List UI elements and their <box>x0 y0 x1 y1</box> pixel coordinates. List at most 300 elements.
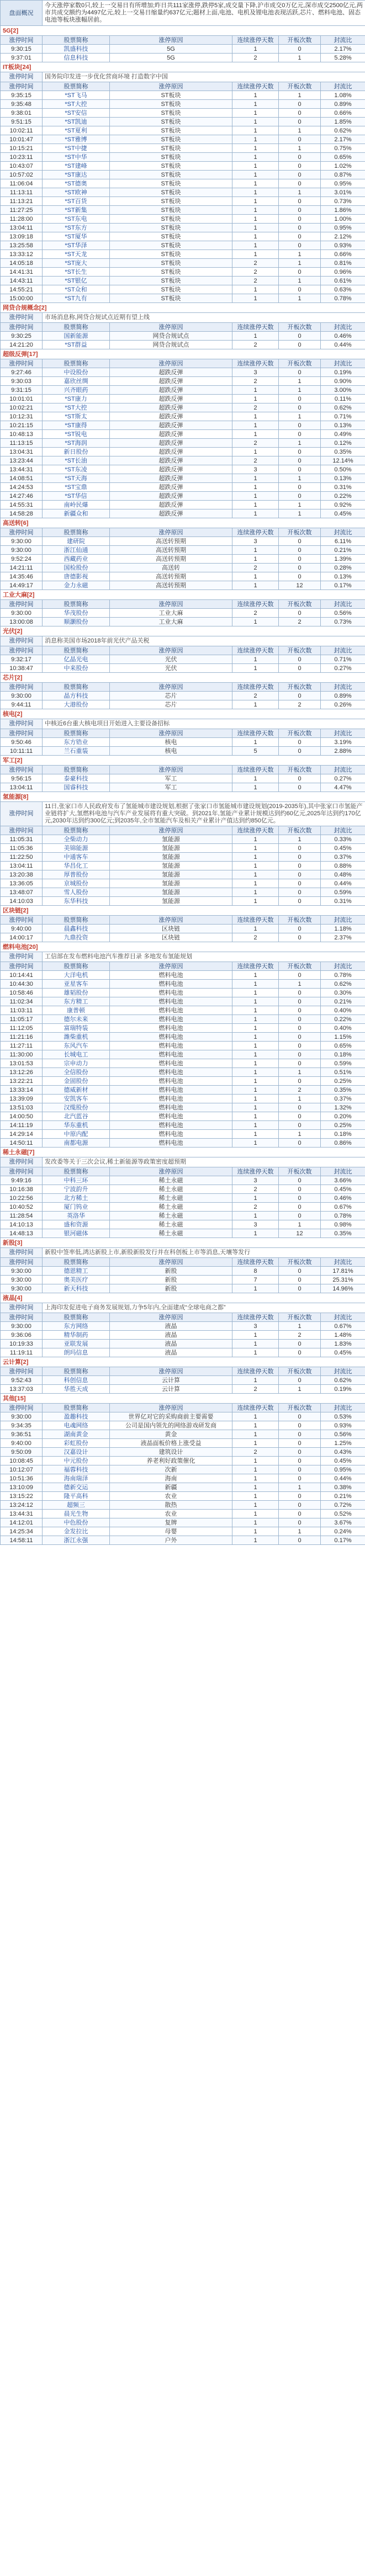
limit-up-time: 13:04:11 <box>1 862 43 870</box>
column-header: 涨停时间 <box>1 528 43 537</box>
stock-name[interactable]: 国睿科技 <box>43 783 110 792</box>
stock-name[interactable]: *ST百货 <box>43 197 110 206</box>
limit-up-time: 10:48:13 <box>1 430 43 439</box>
stock-name[interactable]: 金发拉比 <box>43 1527 110 1536</box>
table-row <box>1 1536 365 1545</box>
column-header: 涨停原因 <box>110 1167 232 1176</box>
section-note: 11日,张家口市人民政府发布了氢能城市建设规划,根据了张家口市氢能城市建设规划(2019-2035年),其中张家口市氢能产业链将扩大,氢燃料电池与汽车产业发展将有重大突破。到2021年,氢能产业累计规模达到约60亿元,2025年达到约170亿元,2030年达到约300亿元;到2035年,全市氢能汽车及相关产业累计产值达到约850亿元。 <box>43 802 365 826</box>
stock-name[interactable]: 汉缆股份 <box>43 1103 110 1112</box>
open-count: 0 <box>279 1474 321 1483</box>
table-row <box>1 879 365 888</box>
section-title[interactable]: 其他[15] <box>1 1394 365 1404</box>
stock-name[interactable]: 隆平高科 <box>43 1492 110 1501</box>
limit-up-time: 14:05:18 <box>1 259 43 268</box>
column-header: 封流比 <box>321 528 365 537</box>
section-title[interactable]: 燃料电池[20] <box>1 942 365 952</box>
seal-ratio: 0.44% <box>321 879 365 888</box>
seal-ratio: 0.86% <box>321 1139 365 1148</box>
stock-name[interactable]: *ST飞马 <box>43 91 110 100</box>
column-header: 开板次数 <box>279 826 321 835</box>
section-note: 上海印发促进电子商务发展规划,力争5年内,全面建成“全球电商之都” <box>43 1303 365 1313</box>
section-title[interactable]: 区块链[2] <box>1 906 365 916</box>
stock-name[interactable]: 银河磁体 <box>43 1229 110 1238</box>
stock-name[interactable]: 宗申动力 <box>43 1059 110 1068</box>
open-count: 1 <box>279 126 321 135</box>
limit-up-reason: ST板块 <box>110 241 232 250</box>
section-note: 新股中签率低,鸿达新股上市,新股新股发行并在科创板上市等消息,天壤等发行 <box>43 1248 365 1258</box>
consecutive-days: 1 <box>232 1412 279 1421</box>
stock-name[interactable]: *ST群益 <box>43 341 110 349</box>
table-row <box>1 268 365 277</box>
column-header: 封流比 <box>321 1404 365 1412</box>
stock-name[interactable]: 厚普股份 <box>43 870 110 879</box>
section-title-row <box>1 62 365 72</box>
stock-name[interactable]: *ST宝鼎 <box>43 483 110 492</box>
stock-name[interactable]: *ST中捷 <box>43 144 110 153</box>
consecutive-days: 1 <box>232 1059 279 1068</box>
limit-up-reason: 新疆 <box>110 1483 232 1492</box>
consecutive-days: 1 <box>232 509 279 518</box>
section-title[interactable]: 高送转[6] <box>1 518 365 528</box>
limit-up-time: 13:12:26 <box>1 1068 43 1077</box>
stock-name[interactable]: 中色股份 <box>43 1518 110 1527</box>
stock-name[interactable]: 中元股份 <box>43 1457 110 1465</box>
open-count: 1 <box>279 412 321 421</box>
limit-up-reason: 燃料电池 <box>110 1077 232 1086</box>
seal-ratio: 0.33% <box>321 835 365 844</box>
stock-name[interactable]: 电魂网络 <box>43 1421 110 1430</box>
stock-name[interactable]: 精华制药 <box>43 1331 110 1340</box>
stock-name[interactable]: *ST雅博 <box>43 135 110 144</box>
seal-ratio: 0.65% <box>321 1042 365 1050</box>
stock-name[interactable]: 华茂股份 <box>43 609 110 618</box>
seal-ratio: 0.19% <box>321 368 365 377</box>
open-count: 1 <box>279 377 321 386</box>
column-header: 开板次数 <box>279 82 321 91</box>
table-row <box>1 1439 365 1448</box>
stock-name[interactable]: 晨鑫科技 <box>43 925 110 933</box>
stock-name[interactable]: 中原内配 <box>43 1130 110 1139</box>
stock-name[interactable]: 东方精工 <box>43 997 110 1006</box>
stock-name[interactable]: *ST众和 <box>43 285 110 294</box>
stock-name[interactable]: *ST安信 <box>43 109 110 118</box>
stock-name[interactable]: 富瑞特装 <box>43 1024 110 1033</box>
stock-name[interactable]: 新天科技 <box>43 1284 110 1293</box>
limit-up-time: 14:29:14 <box>1 1130 43 1139</box>
column-header: 涨停时间 <box>1 916 43 925</box>
section-title[interactable]: 新股[3] <box>1 1238 365 1248</box>
limit-up-reason: 光伏 <box>110 655 232 664</box>
limit-up-time: 11:13:21 <box>1 197 43 206</box>
stock-name[interactable]: 金固股份 <box>43 1077 110 1086</box>
stock-name[interactable]: *ST厦华 <box>43 232 110 241</box>
limit-up-reason: 液晶 <box>110 1322 232 1331</box>
stock-name[interactable]: 凯盛科技 <box>43 45 110 54</box>
stock-name[interactable]: *ST新集 <box>43 206 110 215</box>
column-header: 股票简称 <box>43 1367 110 1376</box>
seal-ratio: 0.62% <box>321 980 365 989</box>
open-count: 0 <box>279 268 321 277</box>
seal-ratio: 0.62% <box>321 403 365 412</box>
section-title[interactable]: 5G[2] <box>1 26 365 36</box>
column-header: 股票简称 <box>43 1167 110 1176</box>
limit-up-reason: ST板块 <box>110 215 232 224</box>
stock-name[interactable]: 德恩精工 <box>43 1267 110 1276</box>
open-count: 0 <box>279 448 321 456</box>
section-note-label: 涨停时间 <box>1 313 43 323</box>
section-title[interactable]: 军工[2] <box>1 756 365 766</box>
section-title[interactable]: 氢能源[8] <box>1 792 365 802</box>
stock-name[interactable]: 九鼎投资 <box>43 933 110 942</box>
limit-up-time: 13:24:12 <box>1 1501 43 1510</box>
limit-up-reason: 燃料电池 <box>110 1059 232 1068</box>
section-title[interactable]: 工业大麻[2] <box>1 590 365 600</box>
column-header: 开板次数 <box>279 600 321 609</box>
table-row <box>1 664 365 673</box>
consecutive-days: 2 <box>232 277 279 285</box>
stock-name[interactable]: *ST德奥 <box>43 179 110 188</box>
table-row <box>1 925 365 933</box>
open-count: 0 <box>279 564 321 572</box>
table-row <box>1 572 365 581</box>
consecutive-days: 1 <box>232 980 279 989</box>
stock-name[interactable]: *ST九有 <box>43 294 110 303</box>
stock-name[interactable]: 唐德影视 <box>43 572 110 581</box>
column-header: 连续涨停天数 <box>232 729 279 738</box>
table-row <box>1 135 365 144</box>
stock-name[interactable]: 长城电工 <box>43 1050 110 1059</box>
section-title[interactable]: 液晶[4] <box>1 1293 365 1303</box>
consecutive-days: 1 <box>232 483 279 492</box>
limit-up-reason: 母婴 <box>110 1527 232 1536</box>
consecutive-days: 1 <box>232 1077 279 1086</box>
consecutive-days: 1 <box>232 179 279 188</box>
consecutive-days: 1 <box>232 109 279 118</box>
stock-name[interactable]: *ST东凌 <box>43 465 110 474</box>
stock-name[interactable]: 华东重机 <box>43 1121 110 1130</box>
stock-name[interactable]: *ST天龙 <box>43 250 110 259</box>
stock-name[interactable]: *ST锐电 <box>43 430 110 439</box>
stock-name[interactable]: 英洛华 <box>43 1212 110 1220</box>
stock-name[interactable]: *ST凯迪 <box>43 118 110 126</box>
seal-ratio: 0.45% <box>321 509 365 518</box>
seal-ratio: 2.12% <box>321 232 365 241</box>
stock-name[interactable]: *ST庞大 <box>43 259 110 268</box>
stock-name[interactable]: 兰石重装 <box>43 747 110 756</box>
seal-ratio: 0.19% <box>321 1385 365 1394</box>
stock-name[interactable]: *ST银亿 <box>43 277 110 285</box>
column-header: 连续涨停天数 <box>232 826 279 835</box>
limit-up-reason: 超跌反弹 <box>110 421 232 430</box>
stock-name[interactable]: *ST海润 <box>43 439 110 448</box>
stock-name[interactable]: 亚联发展 <box>43 1340 110 1348</box>
seal-ratio: 0.95% <box>321 1465 365 1474</box>
stock-name[interactable]: 福蓉科技 <box>43 1465 110 1474</box>
stock-name[interactable]: 科创信息 <box>43 1376 110 1385</box>
section-title[interactable]: 云计算[2] <box>1 1357 365 1367</box>
stock-name[interactable]: *ST东方 <box>43 224 110 232</box>
limit-up-reason: 区块链 <box>110 933 232 942</box>
open-count: 0 <box>279 1465 321 1474</box>
stock-name[interactable]: 新疆众和 <box>43 509 110 518</box>
stock-name[interactable]: 大洋电机 <box>43 971 110 980</box>
stock-name[interactable]: 西藏药业 <box>43 555 110 564</box>
open-count: 0 <box>279 555 321 564</box>
stock-name[interactable]: 北方稀土 <box>43 1194 110 1203</box>
consecutive-days: 1 <box>232 1421 279 1430</box>
column-header: 涨停时间 <box>1 359 43 368</box>
stock-name[interactable]: *ST华信 <box>43 492 110 501</box>
stock-name[interactable]: 东风汽车 <box>43 1042 110 1050</box>
stock-name[interactable]: 国新能源 <box>43 332 110 341</box>
limit-up-time: 11:30:00 <box>1 1050 43 1059</box>
section-title[interactable]: 稀土永磁[7] <box>1 1148 365 1157</box>
limit-up-reason: ST板块 <box>110 206 232 215</box>
consecutive-days: 2 <box>232 1203 279 1212</box>
stock-name[interactable]: 浙江永强 <box>43 1536 110 1545</box>
stock-name[interactable]: 国检股份 <box>43 564 110 572</box>
seal-ratio: 0.61% <box>321 277 365 285</box>
stock-name[interactable]: 建研院 <box>43 537 110 546</box>
table-row <box>1 1448 365 1457</box>
limit-up-time: 11:05:36 <box>1 844 43 853</box>
stock-name[interactable]: *ST大控 <box>43 100 110 109</box>
limit-up-reason: 5G <box>110 45 232 54</box>
stock-name[interactable]: 亿晶光电 <box>43 655 110 664</box>
consecutive-days: 1 <box>232 971 279 980</box>
limit-up-time: 9:30:00 <box>1 1267 43 1276</box>
stock-name[interactable]: 泰豪科技 <box>43 774 110 783</box>
stock-name[interactable]: 全柴动力 <box>43 835 110 844</box>
stock-name[interactable]: 新日股份 <box>43 448 110 456</box>
stock-name[interactable]: *ST斯太 <box>43 412 110 421</box>
stock-name[interactable]: 德尔未来 <box>43 1015 110 1024</box>
limit-up-time: 9:30:15 <box>1 45 43 54</box>
stock-name[interactable]: 湖南黄金 <box>43 1430 110 1439</box>
table-row <box>1 1518 365 1527</box>
open-count: 0 <box>279 1376 321 1385</box>
limit-up-reason: 网贷合规试点 <box>110 332 232 341</box>
stock-name[interactable]: 东华科技 <box>43 897 110 906</box>
table-row <box>1 386 365 395</box>
consecutive-days: 2 <box>232 259 279 268</box>
limit-up-time: 9:32:17 <box>1 655 43 664</box>
stock-name[interactable]: *ST夏利 <box>43 126 110 135</box>
consecutive-days: 1 <box>232 1340 279 1348</box>
stock-name[interactable]: *ST康达 <box>43 171 110 179</box>
open-count: 1 <box>279 501 321 509</box>
table-row <box>1 474 365 483</box>
stock-name[interactable]: 雪人股份 <box>43 888 110 897</box>
seal-ratio: 0.46% <box>321 332 365 341</box>
stock-name[interactable]: 华昌化工 <box>43 862 110 870</box>
column-header: 开板次数 <box>279 683 321 692</box>
stock-name[interactable]: 亚星客车 <box>43 980 110 989</box>
section-title[interactable]: 光伏[2] <box>1 626 365 636</box>
consecutive-days: 7 <box>232 1276 279 1284</box>
stock-name[interactable]: 东方锆业 <box>43 738 110 747</box>
column-header: 涨停原因 <box>110 916 232 925</box>
stock-name[interactable]: *ST建峰 <box>43 162 110 171</box>
section-title[interactable]: 超级反弹[17] <box>1 349 365 359</box>
stock-name[interactable]: 盈趣科技 <box>43 1412 110 1421</box>
stock-name[interactable]: 南岭民爆 <box>43 501 110 509</box>
limit-up-reason: 液晶 <box>110 1340 232 1348</box>
column-header: 涨停时间 <box>1 1258 43 1267</box>
stock-name[interactable]: 南都电源 <box>43 1139 110 1148</box>
table-row <box>1 109 365 118</box>
table-row <box>1 888 365 897</box>
stock-name[interactable]: *ST华泽 <box>43 241 110 250</box>
column-header: 涨停原因 <box>110 323 232 332</box>
stock-name[interactable]: *ST大控 <box>43 403 110 412</box>
stock-name[interactable]: 奥美医疗 <box>43 1276 110 1284</box>
section-title[interactable]: 网贷合规概念[2] <box>1 303 365 313</box>
stock-name[interactable]: 顺灏股份 <box>43 618 110 626</box>
stock-name[interactable]: *ST长生 <box>43 268 110 277</box>
column-header: 股票简称 <box>43 323 110 332</box>
section-title[interactable]: 芯片[2] <box>1 673 365 683</box>
limit-up-time: 11:13:11 <box>1 188 43 197</box>
open-count: 0 <box>279 783 321 792</box>
consecutive-days: 1 <box>232 1212 279 1220</box>
consecutive-days: 1 <box>232 738 279 747</box>
limit-up-reason: 燃料电池 <box>110 1130 232 1139</box>
stock-name[interactable]: *ST康得 <box>43 421 110 430</box>
section-note-row <box>1 313 365 323</box>
limit-up-time: 9:30:00 <box>1 1412 43 1421</box>
open-count: 0 <box>279 368 321 377</box>
stock-name[interactable]: *ST康力 <box>43 395 110 403</box>
consecutive-days: 1 <box>232 853 279 862</box>
stock-name[interactable]: 大港股份 <box>43 700 110 709</box>
seal-ratio: 1.83% <box>321 1340 365 1348</box>
stock-name[interactable]: 嘉欣丝绸 <box>43 377 110 386</box>
limit-up-reason: 氢能源 <box>110 853 232 862</box>
stock-name[interactable]: 中科三环 <box>43 1176 110 1185</box>
consecutive-days: 1 <box>232 555 279 564</box>
limit-up-reason: 核电 <box>110 738 232 747</box>
stock-name[interactable]: 彩虹股份 <box>43 1439 110 1448</box>
section-title[interactable]: 核电[2] <box>1 709 365 719</box>
seal-ratio: 0.56% <box>321 1430 365 1439</box>
limit-up-reason: 燃料电池 <box>110 1139 232 1148</box>
column-header: 股票简称 <box>43 962 110 971</box>
table-row <box>1 1068 365 1077</box>
table-row <box>1 501 365 509</box>
consecutive-days: 2 <box>232 54 279 62</box>
table-row <box>1 91 365 100</box>
limit-up-time: 9:30:00 <box>1 1276 43 1284</box>
limit-up-time: 10:15:21 <box>1 144 43 153</box>
stock-name[interactable]: 超频三 <box>43 1501 110 1510</box>
stock-name[interactable]: *ST欧神 <box>43 188 110 197</box>
stock-name[interactable]: 厦门钨业 <box>43 1203 110 1212</box>
table-row <box>1 980 365 989</box>
stock-name[interactable]: 美锦能源 <box>43 844 110 853</box>
stock-name[interactable]: 全信股份 <box>43 1068 110 1077</box>
stock-name[interactable]: 宁波韵升 <box>43 1185 110 1194</box>
limit-up-time: 10:38:47 <box>1 664 43 673</box>
limit-up-time: 13:33:14 <box>1 1086 43 1095</box>
section-title-row <box>1 1238 365 1248</box>
stock-name[interactable]: 中来股份 <box>43 664 110 673</box>
table-row <box>1 655 365 664</box>
seal-ratio: 1.86% <box>321 206 365 215</box>
section-title-row <box>1 709 365 719</box>
column-header: 连续涨停天数 <box>232 766 279 774</box>
open-count: 0 <box>279 1430 321 1439</box>
table-row <box>1 1284 365 1293</box>
seal-ratio: 0.45% <box>321 844 365 853</box>
section-title-row <box>1 756 365 766</box>
limit-up-reason: 复牌 <box>110 1518 232 1527</box>
stock-name[interactable]: 潍柴重机 <box>43 1033 110 1042</box>
stock-name[interactable]: 华胜天成 <box>43 1385 110 1394</box>
stock-name[interactable]: 中通客车 <box>43 853 110 862</box>
stock-name[interactable]: 盛和资源 <box>43 1220 110 1229</box>
stock-name[interactable]: 京城股份 <box>43 879 110 888</box>
consecutive-days: 1 <box>232 572 279 581</box>
stock-name[interactable]: 信息科技 <box>43 54 110 62</box>
stock-name[interactable]: 晨光生物 <box>43 1510 110 1518</box>
table-row <box>1 395 365 403</box>
stock-name[interactable]: 雄韬股份 <box>43 989 110 997</box>
seal-ratio: 1.85% <box>321 118 365 126</box>
section-note-row <box>1 802 365 826</box>
stock-name[interactable]: *ST东电 <box>43 215 110 224</box>
table-row <box>1 1212 365 1220</box>
table-row <box>1 250 365 259</box>
consecutive-days: 1 <box>232 835 279 844</box>
stock-name[interactable]: 朗玛信息 <box>43 1348 110 1357</box>
stock-name[interactable]: 康普顿 <box>43 1006 110 1015</box>
limit-up-time: 9:44:11 <box>1 700 43 709</box>
stock-name[interactable]: *ST长油 <box>43 456 110 465</box>
limit-up-time: 9:30:00 <box>1 537 43 546</box>
limit-up-time: 13:44:31 <box>1 1510 43 1518</box>
limit-up-reason: 超跌反弹 <box>110 386 232 395</box>
seal-ratio: 2.17% <box>321 45 365 54</box>
stock-name[interactable]: 浙江仙通 <box>43 546 110 555</box>
limit-up-time: 14:10:03 <box>1 897 43 906</box>
stock-name[interactable]: 海南瑞泽 <box>43 1474 110 1483</box>
table-row <box>1 509 365 518</box>
stock-name[interactable]: 北汽蓝谷 <box>43 1112 110 1121</box>
limit-up-time: 10:01:47 <box>1 135 43 144</box>
open-count: 1 <box>279 386 321 395</box>
stock-name[interactable]: *ST天海 <box>43 474 110 483</box>
table-row <box>1 1121 365 1130</box>
seal-ratio: 0.25% <box>321 1121 365 1130</box>
stock-name[interactable]: *ST中华 <box>43 153 110 162</box>
section-title[interactable]: IT板块[24] <box>1 62 365 72</box>
stock-name[interactable]: 汉嘉设计 <box>43 1448 110 1457</box>
stock-name[interactable]: 金力永磁 <box>43 581 110 590</box>
stock-name[interactable]: 德威新材 <box>43 1086 110 1095</box>
consecutive-days: 2 <box>232 377 279 386</box>
consecutive-days: 1 <box>232 1006 279 1015</box>
stock-name[interactable]: 安凯客车 <box>43 1095 110 1103</box>
stock-name[interactable]: 兴齐眼药 <box>43 386 110 395</box>
stock-name[interactable]: 德新交运 <box>43 1483 110 1492</box>
open-count: 0 <box>279 492 321 501</box>
stock-name[interactable]: 东方网络 <box>43 1322 110 1331</box>
stock-name[interactable]: 晶方科技 <box>43 692 110 700</box>
stock-name[interactable]: 中设股份 <box>43 368 110 377</box>
limit-up-reason: 户外 <box>110 1536 232 1545</box>
section-header-row <box>1 1367 365 1376</box>
